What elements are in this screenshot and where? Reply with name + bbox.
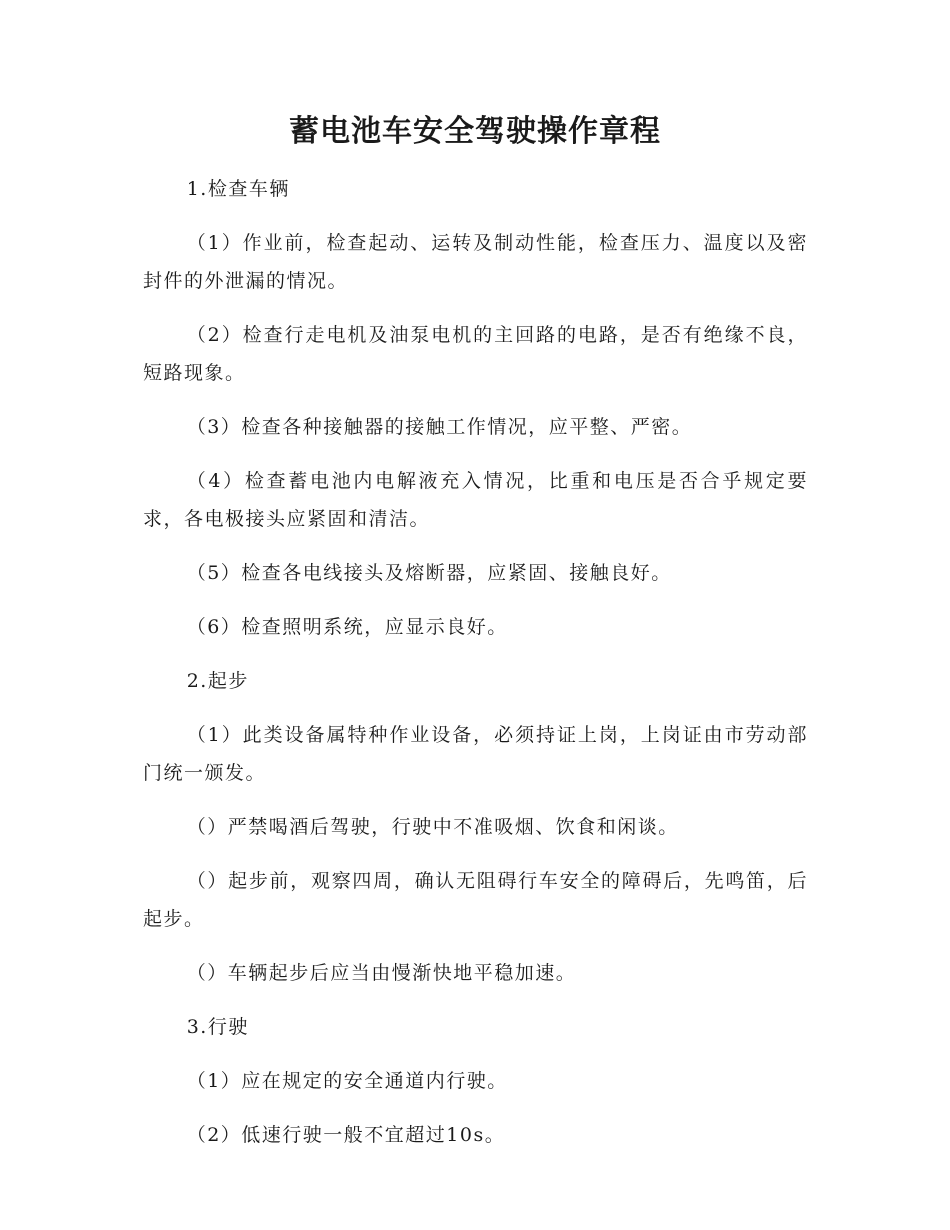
paragraph: （1）应在规定的安全通道内行驶。 (186, 1070, 508, 1092)
paragraph: （6）检查照明系统，应显示良好。 (186, 616, 508, 638)
paragraph: （）车辆起步后应当由慢渐快地平稳加速。 (186, 962, 577, 984)
paragraph: （3）检查各种接触器的接触工作情况，应平整、严密。 (186, 416, 693, 438)
paragraph: （2）检查行走电机及油泵电机的主回路的电路，是否有绝缘不良，短路现象。 (143, 324, 808, 384)
paragraph: （5）检查各电线接头及熔断器，应紧固、接触良好。 (186, 562, 672, 584)
paragraph: （4）检查蓄电池内电解液充入情况，比重和电压是否合乎规定要求，各电极接头应紧固和清洁。 (143, 470, 808, 530)
document-body (143, 170, 808, 1170)
document-title: 蓄电池车安全驾驶操作章程 (289, 114, 661, 149)
section-heading-driving: 3.行驶 (186, 1016, 249, 1038)
paragraph: （）起步前，观察四周，确认无阻碍行车安全的障碍后，先鸣笛，后起步。 (143, 870, 808, 930)
section-heading-start: 2.起步 (186, 670, 249, 692)
paragraph: （）严禁喝酒后驾驶，行驶中不准吸烟、饮食和闲谈。 (186, 816, 679, 838)
paragraph: （1）作业前，检查起动、运转及制动性能，检查压力、温度以及密封件的外泄漏的情况。 (143, 232, 808, 292)
paragraph: （1）此类设备属特种作业设备，必须持证上岗，上岗证由市劳动部门统一颁发。 (143, 724, 808, 784)
paragraph: （2）低速行驶一般不宜超过10s。 (186, 1124, 506, 1146)
section-heading-inspect: 1.检查车辆 (186, 178, 290, 200)
